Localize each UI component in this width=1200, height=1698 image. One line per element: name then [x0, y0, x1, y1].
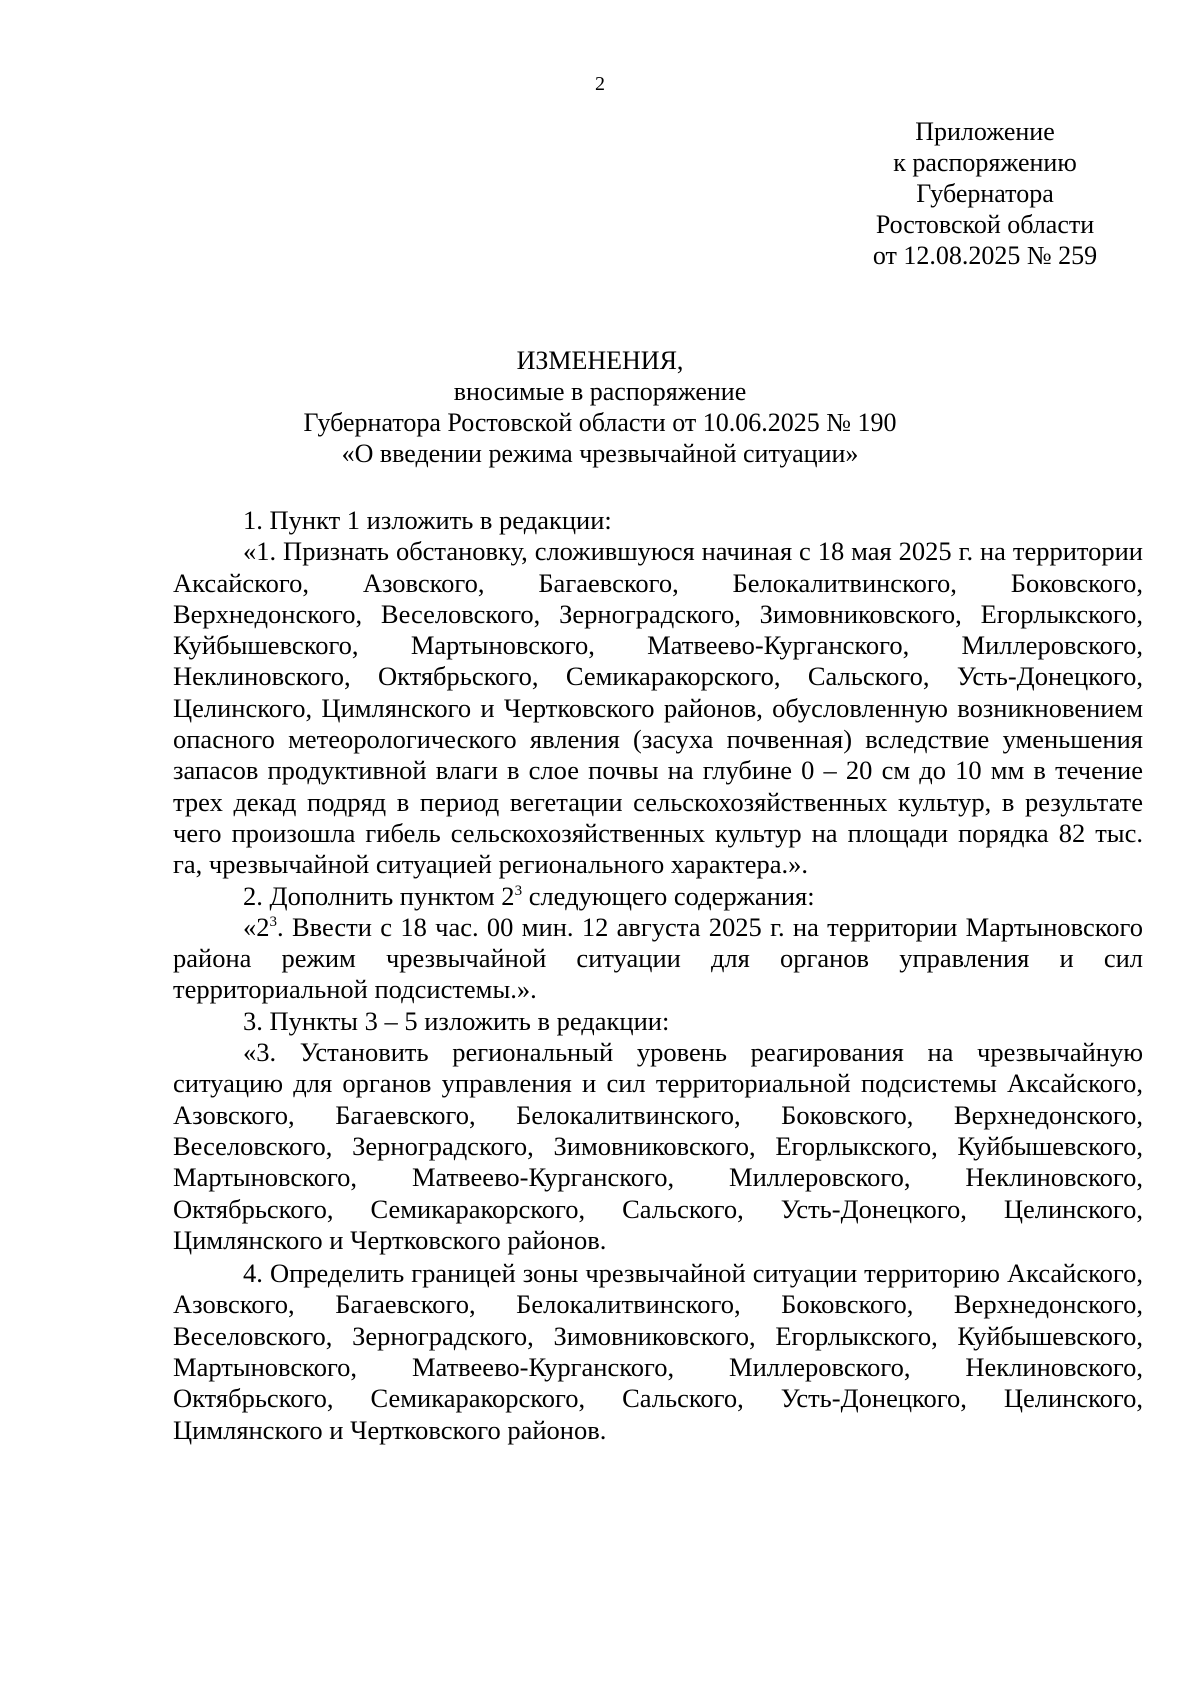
heading-subtitle: «О введении режима чрезвычайной ситуации» — [341, 439, 859, 468]
document-heading — [0, 345, 1200, 469]
paragraph-item-1: 1. Пункт 1 изложить в редакции: — [243, 505, 612, 535]
superscript: 3 — [514, 882, 523, 899]
appendix-header — [820, 116, 1150, 271]
page-number: 2 — [595, 73, 605, 95]
appendix-line: Ростовской области — [875, 210, 1095, 239]
paragraph-text: . Ввести с 18 час. 00 мин. 12 августа 2025 г. на территории Мартыновского района режим чрезвычайной ситуации для органов управления и сил территориальной подсистемы.». — [173, 911, 1143, 1005]
superscript: 3 — [269, 913, 277, 930]
appendix-line: Приложение — [915, 117, 1055, 146]
paragraph-item-2 — [173, 881, 1143, 912]
paragraph-item-2-text — [173, 912, 1143, 1006]
paragraph-text: «2 — [243, 911, 270, 942]
paragraph-item-4: 4. Определить границей зоны чрезвычайной ситуации территорию Аксайского, Азовского, Багаевского, Белокалитвинского, Боковского, Верхнедонского, Веселовского, Зерноградского, Зимовниковского, Егорлыкского, Куйбышевского, Мартыновского, Матвеево-Курганского, Миллеровского, Неклиновского, Октябрьского, Семикаракорского, Сальского, Усть-Донецкого, Целинского, Цимлянского и Чертковского районов. — [173, 1258, 1143, 1445]
paragraph-item-3-text: «3. Установить региональный уровень реагирования на чрезвычайную ситуацию для органов управления и сил территориальной подсистемы Аксайского, Азовского, Багаевского, Белокалитвинского, Боковского, Верхнедонского, Веселовского, Зерноградского, Зимовниковского, Егорлыкского, Куйбышевского, Мартыновского, Матвеево-Курганского, Миллеровского, Неклиновского, Октябрьского, Семикаракорского, Сальского, Усть-Донецкого, Целинского, Цимлянского и Чертковского районов. — [173, 1037, 1143, 1255]
heading-subtitle: вносимые в распоряжение — [453, 377, 747, 406]
appendix-line: от 12.08.2025 № 259 — [872, 241, 1098, 270]
heading-title: ИЗМЕНЕНИЯ, — [516, 346, 684, 375]
paragraph-text: 2. Дополнить пунктом 2 — [243, 880, 515, 911]
appendix-line: к распоряжению — [893, 148, 1077, 177]
appendix-line: Губернатора — [916, 179, 1054, 208]
document-body — [173, 505, 1143, 1446]
paragraph-item-3: 3. Пункты 3 – 5 изложить в редакции: — [243, 1005, 670, 1036]
paragraph-text: следующего содержания: — [522, 880, 815, 911]
paragraph-item-1-text: «1. Признать обстановку, сложившуюся начиная с 18 мая 2025 г. на территории Аксайского, Азовского, Багаевского, Белокалитвинского, Боковского, Верхнедонского, Веселовского, Зерноградского, Зимовниковского, Егорлыкского, Куйбышевского, Мартыновского, Матвеево-Курганского, Миллеровского, Неклиновского, Октябрьского, Семикаракорского, Сальского, Усть-Донецкого, Целинского, Цимлянского и Чертковского районов, обусловленную возникновением опасного метеорологического явления (засуха почвенная) вследствие уменьшения запасов продуктивной влаги в слое почвы на глубине 0 – 20 см до 10 мм в течение трех декад подряд в период вегетации сельскохозяйственных культур, в результате чего произошла гибель сельскохозяйственных культур на площади порядка 82 тыс. га, чрезвычайной ситуацией регионального характера.». — [173, 536, 1143, 880]
heading-subtitle: Губернатора Ростовской области от 10.06.2025 № 190 — [303, 408, 897, 437]
